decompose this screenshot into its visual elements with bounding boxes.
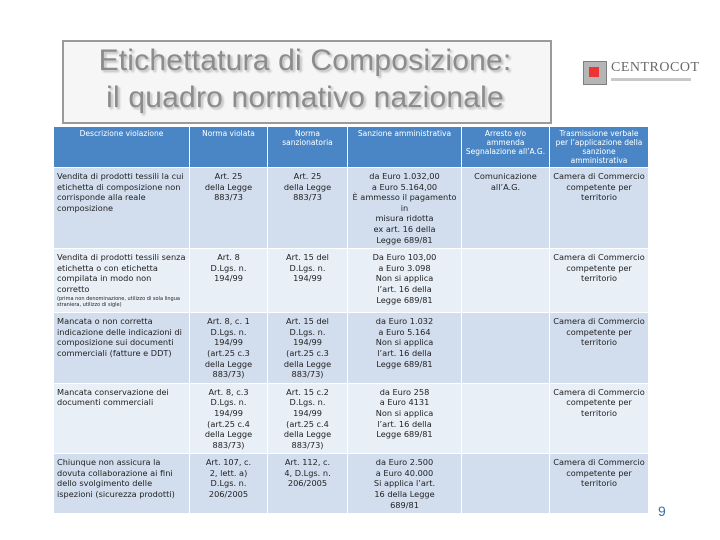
cell-sanzione: da Euro 1.032,00 a Euro 5.164,00 È ammesso il pagamento in misura ridotta ex art. 16 della Legge 689/81: [348, 168, 462, 249]
table-header-row: [54, 127, 649, 168]
cell-descrizione: [54, 249, 190, 313]
slide-title: [62, 42, 548, 116]
centrocot-logo-icon: [583, 61, 607, 85]
col-header-trasmissione: Trasmissione verbale per l’applicazione della sanzione amministrativa: [550, 127, 649, 168]
cell-descrizione-text: Vendita di prodotti tessili la cui etichetta di composizione non corrisponde alla reale composizione: [57, 171, 184, 213]
cell-norma-sanzionatoria: Art. 112, c. 4, D.Lgs. n. 206/2005: [268, 454, 348, 514]
table-row: [54, 313, 649, 384]
col-header-norma-violata: Norma violata: [190, 127, 268, 168]
cell-arresto: [462, 249, 550, 313]
col-header-arresto: Arresto e/o ammenda Segnalazione all’A.G.: [462, 127, 550, 168]
page-number: 9: [658, 503, 666, 519]
cell-norma-sanzionatoria: Art. 15 del D.Lgs. n. 194/99: [268, 249, 348, 313]
cell-trasmissione: Camera di Commercio competente per territorio: [550, 313, 649, 384]
col-header-descrizione: Descrizione violazione: [54, 127, 190, 168]
violations-table: [53, 126, 649, 514]
cell-descrizione-text: Mancata conservazione dei documenti commerciali: [57, 386, 169, 408]
cell-norma-violata: Art. 25 della Legge 883/73: [190, 168, 268, 249]
col-header-sanzione: Sanzione amministrativa: [348, 127, 462, 168]
table-row: [54, 383, 649, 454]
cell-descrizione: [54, 168, 190, 249]
slide-title-line-2: il quadro normativo nazionale: [106, 81, 504, 114]
centrocot-logo: [583, 55, 703, 89]
logo-text: CENTROCOT: [611, 60, 700, 75]
slide-title-line-1: Etichettatura di Composizione:: [98, 44, 512, 77]
cell-norma-sanzionatoria: Art. 25 della Legge 883/73: [268, 168, 348, 249]
cell-trasmissione: Camera di Commercio competente per territorio: [550, 454, 649, 514]
cell-trasmissione: Camera di Commercio competente per territorio: [550, 168, 649, 249]
cell-trasmissione: Camera di Commercio competente per territorio: [550, 249, 649, 313]
cell-sanzione: da Euro 258 a Euro 4131 Non si applica l’art. 16 della Legge 689/81: [348, 383, 462, 454]
cell-arresto: [462, 313, 550, 384]
cell-arresto: Comunicazione all’A.G.: [462, 168, 550, 249]
cell-norma-violata: Art. 8, c. 1 D.Lgs. n. 194/99 (art.25 c.3 della Legge 883/73): [190, 313, 268, 384]
cell-norma-sanzionatoria: Art. 15 del D.Lgs. n. 194/99 (art.25 c.3 della Legge 883/73): [268, 313, 348, 384]
cell-arresto: [462, 454, 550, 514]
cell-trasmissione: Camera di Commercio competente per territorio: [550, 383, 649, 454]
cell-descrizione-note: (prima non denominazione, utilizzo di sola lingua straniera, utilizzo di sigle): [57, 295, 180, 308]
cell-sanzione: da Euro 1.032 a Euro 5.164 Non si applica l’art. 16 della Legge 689/81: [348, 313, 462, 384]
table-row: [54, 454, 649, 514]
cell-descrizione-text: Mancata o non corretta indicazione delle indicazioni di composizione sui documenti commerciali (fatture e DDT): [57, 316, 182, 358]
table-row: [54, 168, 649, 249]
logo-tagline: [611, 78, 691, 81]
cell-descrizione-text: Chiunque non assicura la dovuta collaborazione ai fini dello svolgimento delle ispezioni (sicurezza prodotti): [57, 457, 175, 500]
cell-norma-violata: Art. 8, c.3 D.Lgs. n. 194/99 (art.25 c.4 della Legge 883/73): [190, 383, 268, 454]
cell-descrizione: [54, 454, 190, 514]
cell-arresto: [462, 383, 550, 454]
cell-norma-violata: Art. 8 D.Lgs. n. 194/99: [190, 249, 268, 313]
cell-sanzione: Da Euro 103,00 a Euro 3.098 Non si applica l’art. 16 della Legge 689/81: [348, 249, 462, 313]
col-header-norma-sanzionatoria: Norma sanzionatoria: [268, 127, 348, 168]
cell-sanzione: da Euro 2.500 a Euro 40.000 Si applica l’art. 16 della Legge 689/81: [348, 454, 462, 514]
cell-descrizione-text: Vendita di prodotti tessili senza etichetta o con etichetta compilata in modo non corretto: [57, 252, 186, 294]
cell-norma-sanzionatoria: Art. 15 c.2 D.Lgs. n. 194/99 (art.25 c.4 della Legge 883/73): [268, 383, 348, 454]
cell-descrizione: [54, 383, 190, 454]
cell-norma-violata: Art. 107, c. 2, lett. a) D.Lgs. n. 206/2005: [190, 454, 268, 514]
table-row: [54, 249, 649, 313]
cell-descrizione: [54, 313, 190, 384]
